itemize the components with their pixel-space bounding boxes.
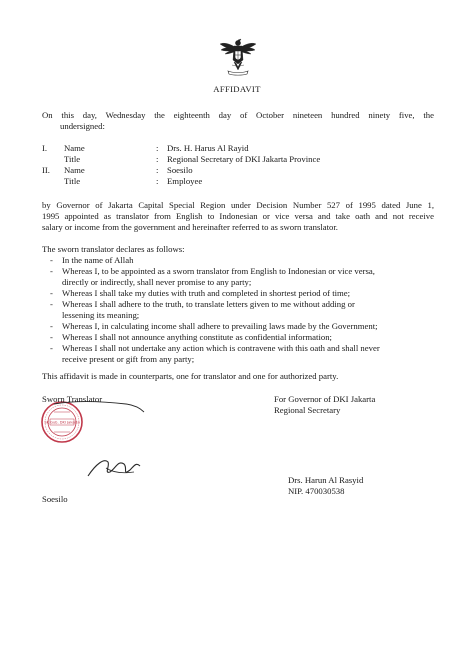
party-row: [42, 176, 434, 187]
party-row: [42, 165, 434, 176]
declaration-text: receive present or gift from any party;: [62, 354, 195, 364]
declarations-section: [42, 244, 434, 365]
party-number: I.: [42, 143, 48, 153]
party-label: Name: [64, 165, 85, 175]
declaration-item: [42, 332, 434, 343]
decision-line: salary or income from the government and hereinafter referred to as sworn translator.: [42, 222, 338, 232]
document-title: AFFIDAVIT: [213, 84, 261, 94]
decision-line: by Governor of Jakarta Capital Special Region under Decision Number 527 of 1995 dated June 1,: [42, 200, 434, 210]
party-value: Regional Secretary of DKI Jakarta Province: [167, 154, 321, 164]
secretary-name: Drs. Harun Al Rasyid: [288, 475, 364, 485]
dash-bullet: -: [50, 266, 53, 276]
dash-bullet: -: [50, 321, 53, 331]
governor-signature-subheading: Regional Secretary: [274, 405, 341, 415]
declaration-item: [42, 343, 434, 365]
party-label: Title: [64, 176, 81, 186]
party-label: Name: [64, 143, 85, 153]
party-value: Drs. H. Harus Al Rayid: [167, 143, 249, 153]
declaration-text: directly or indirectly, shall never promise to any party;: [62, 277, 252, 287]
secretary-nip: NIP. 470030538: [288, 486, 345, 496]
party-row: [42, 154, 434, 165]
dash-bullet: -: [50, 332, 53, 342]
party-colon: :: [156, 154, 159, 164]
declaration-text: Whereas I shall take my duties with truth and completed in shortest period of time;: [62, 288, 351, 298]
party-number: II.: [42, 165, 50, 175]
party-colon: :: [156, 165, 159, 175]
declaration-text: Whereas I, in calculating income shall adhere to prevailing laws made by the Government;: [62, 321, 378, 331]
dash-bullet: -: [50, 343, 53, 353]
declaration-text: lessening its meaning;: [62, 310, 140, 320]
party-value: Soesilo: [167, 165, 193, 175]
translator-signature-heading: Sworn Translator: [42, 394, 103, 404]
intro-line: undersigned:: [60, 121, 105, 131]
declaration-text: Whereas I shall adhere to the truth, to translate letters given to me without adding or: [62, 299, 355, 309]
party-row: [42, 143, 434, 154]
decision-line: 1995 appointed as translator from English to Indonesian or vice versa and take oath and not receive: [42, 211, 434, 221]
dash-bullet: -: [50, 288, 53, 298]
declaration-item: [42, 299, 434, 321]
garuda-emblem-icon: [218, 38, 258, 76]
governor-signature-block: [274, 394, 444, 496]
governor-signature-heading: For Governor of DKI Jakarta: [274, 394, 376, 404]
closing-statement: This affidavit is made in counterparts, one for translator and one for authorized party.: [42, 371, 339, 381]
translator-name: Soesilo: [42, 494, 68, 504]
declaration-item: [42, 266, 434, 288]
dash-bullet: -: [50, 299, 53, 309]
party-label: Title: [64, 154, 81, 164]
declaration-text: Whereas I shall not announce anything constitute as confidential information;: [62, 332, 332, 342]
declaration-text: Whereas I shall not undertake any action which is contravene with this oath and shall never: [62, 343, 380, 353]
declaration-text: Whereas I, to be appointed as a sworn translator from English to Indonesian or vice versa,: [62, 266, 375, 276]
declaration-item: [42, 255, 434, 266]
declarations-heading: The sworn translator declares as follows:: [42, 244, 185, 254]
party-value: Employee: [167, 176, 203, 186]
declaration-item: [42, 288, 434, 299]
handwritten-signature-icon: [48, 398, 158, 484]
decision-paragraph: [42, 200, 434, 233]
intro-line: On this day, Wednesday the eighteenth day of October nineteen hundred ninety five, the: [42, 110, 434, 120]
declaration-text: In the name of Allah: [62, 255, 134, 265]
declaration-item: [42, 321, 434, 332]
dash-bullet: -: [50, 255, 53, 265]
party-colon: :: [156, 176, 159, 186]
intro-paragraph: [42, 110, 434, 132]
stamp-text: SK Gub. DKI Jakarta: [44, 420, 80, 425]
parties-list: [42, 143, 434, 187]
party-colon: :: [156, 143, 159, 153]
